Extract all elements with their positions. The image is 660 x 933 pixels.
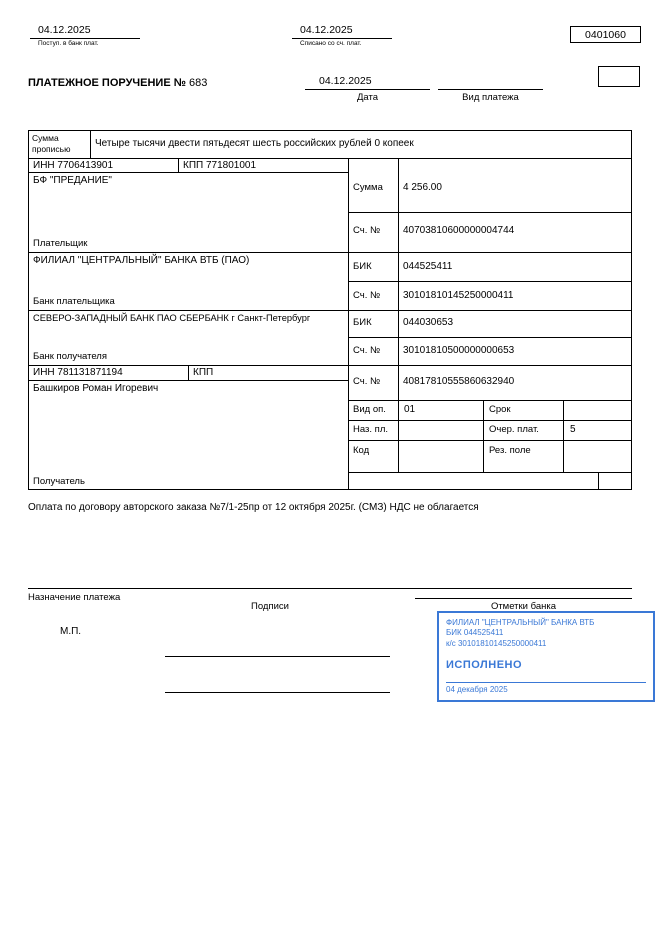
- code-value: [398, 440, 483, 472]
- received-date: 04.12.2025: [30, 24, 140, 39]
- stamp-bank-name: ФИЛИАЛ "ЦЕНТРАЛЬНЫЙ" БАНКА ВТБ: [446, 618, 595, 627]
- payment-type-field: [438, 75, 543, 103]
- payer-bank-bik-label: БИК: [348, 252, 398, 281]
- stamp-place-label: М.П.: [60, 626, 82, 637]
- recipient-bank-acc-value: 30101810500000000653: [398, 337, 632, 365]
- recipient-bank-block: [28, 310, 348, 365]
- signature-line-1: [165, 656, 390, 657]
- payment-type-label: Вид платежа: [462, 92, 519, 103]
- recipient-account-value: 40817810555860632940: [398, 365, 632, 400]
- form-code-box: 0401060: [570, 26, 641, 43]
- stamp-date: 04 декабря 2025: [446, 682, 646, 695]
- recipient-bank-acc-label: Сч. №: [348, 337, 398, 365]
- doc-date: 04.12.2025: [305, 75, 430, 90]
- debited-date-label: Списано со сч. плат.: [300, 40, 362, 47]
- payment-type-value: [438, 75, 543, 90]
- op-type-label: Вид оп.: [348, 400, 398, 420]
- bank-marks-line: [415, 598, 632, 599]
- signature-line-2: [165, 692, 390, 693]
- payer-bank-acc-value: 30101810145250000411: [398, 281, 632, 310]
- priority-label: Очер. плат.: [483, 420, 563, 440]
- payer-account-value: 40703810600000004744: [398, 212, 632, 252]
- recipient-bank-name: СЕВЕРО-ЗАПАДНЫЙ БАНК ПАО СБЕРБАНК г Санкт-Петербург: [33, 313, 311, 323]
- recipient-bank-bik-value: 044030653: [398, 310, 632, 337]
- doc-title: [28, 77, 207, 89]
- payer-account-label: Сч. №: [348, 212, 398, 252]
- received-date-label: Поступ. в банк плат.: [38, 40, 99, 47]
- payer-kpp: КПП 771801001: [178, 158, 348, 172]
- payer-label: Плательщик: [33, 238, 88, 250]
- corner-box: [598, 66, 640, 87]
- doc-title-text: ПЛАТЕЖНОЕ ПОРУЧЕНИЕ №: [28, 77, 186, 89]
- sum-label: Сумма: [348, 158, 398, 212]
- payer-bank-acc-label: Сч. №: [348, 281, 398, 310]
- payer-name: БФ "ПРЕДАНИЕ": [33, 175, 112, 186]
- recipient-inn: ИНН 781131871194: [28, 365, 188, 380]
- recipient-bank-bik-label: БИК: [348, 310, 398, 337]
- recipient-label: Получатель: [33, 476, 85, 488]
- recipient-name: Башкиров Роман Игоревич: [33, 383, 159, 394]
- stamp-bik: БИК 044525411: [446, 628, 504, 638]
- debited-date: 04.12.2025: [292, 24, 392, 39]
- op-type-value: 01: [398, 400, 483, 420]
- purpose-code-label: Наз. пл.: [348, 420, 398, 440]
- amount-words-label: Сумма прописью: [28, 130, 90, 158]
- priority-value: 5: [563, 420, 632, 440]
- recipient-bank-label: Банк получателя: [33, 351, 107, 363]
- signatures-label: Подписи: [251, 601, 289, 612]
- payer-bank-block: [28, 252, 348, 310]
- debited-date-field: [292, 24, 392, 47]
- term-label: Срок: [483, 400, 563, 420]
- bank-marks-label: Отметки банка: [490, 601, 557, 612]
- payment-purpose-label: Назначение платежа: [28, 592, 121, 603]
- payment-order-table: [28, 130, 632, 490]
- stamp-status: ИСПОЛНЕНО: [446, 659, 523, 672]
- bottom-strip: [348, 472, 632, 490]
- reserve-field-label: Рез. поле: [483, 440, 563, 472]
- reserve-field-value: [563, 440, 632, 472]
- code-label: Код: [348, 440, 398, 472]
- received-date-field: [30, 24, 140, 47]
- bank-stamp: [437, 611, 655, 702]
- payer-inn: ИНН 7706413901: [28, 158, 178, 172]
- payer-bank-name: ФИЛИАЛ "ЦЕНТРАЛЬНЫЙ" БАНКА ВТБ (ПАО): [33, 255, 250, 266]
- payer-block: [28, 172, 348, 252]
- payer-bank-label: Банк плательщика: [33, 296, 115, 308]
- doc-number: 683: [189, 77, 208, 89]
- stamp-corr-account: к/с 30101810145250000411: [446, 638, 547, 648]
- payment-purpose-text: Оплата по договору авторского заказа №7/1-25пр от 12 октября 2025г. (СМЗ) НДС не облагается: [28, 502, 479, 513]
- recipient-kpp: КПП: [188, 365, 348, 380]
- purpose-separator-line: [28, 588, 632, 589]
- doc-date-label: Дата: [356, 92, 379, 103]
- term-value: [563, 400, 632, 420]
- recipient-block: [28, 380, 348, 490]
- recipient-account-label: Сч. №: [348, 365, 398, 400]
- doc-date-field: [305, 75, 430, 103]
- sum-value: 4 256.00: [398, 158, 632, 212]
- purpose-code-value: [398, 420, 483, 440]
- bottom-strip-divider: [598, 473, 599, 490]
- amount-words-value: Четыре тысячи двести пятьдесят шесть российских рублей 0 копеек: [90, 130, 632, 158]
- payer-bank-bik-value: 044525411: [398, 252, 632, 281]
